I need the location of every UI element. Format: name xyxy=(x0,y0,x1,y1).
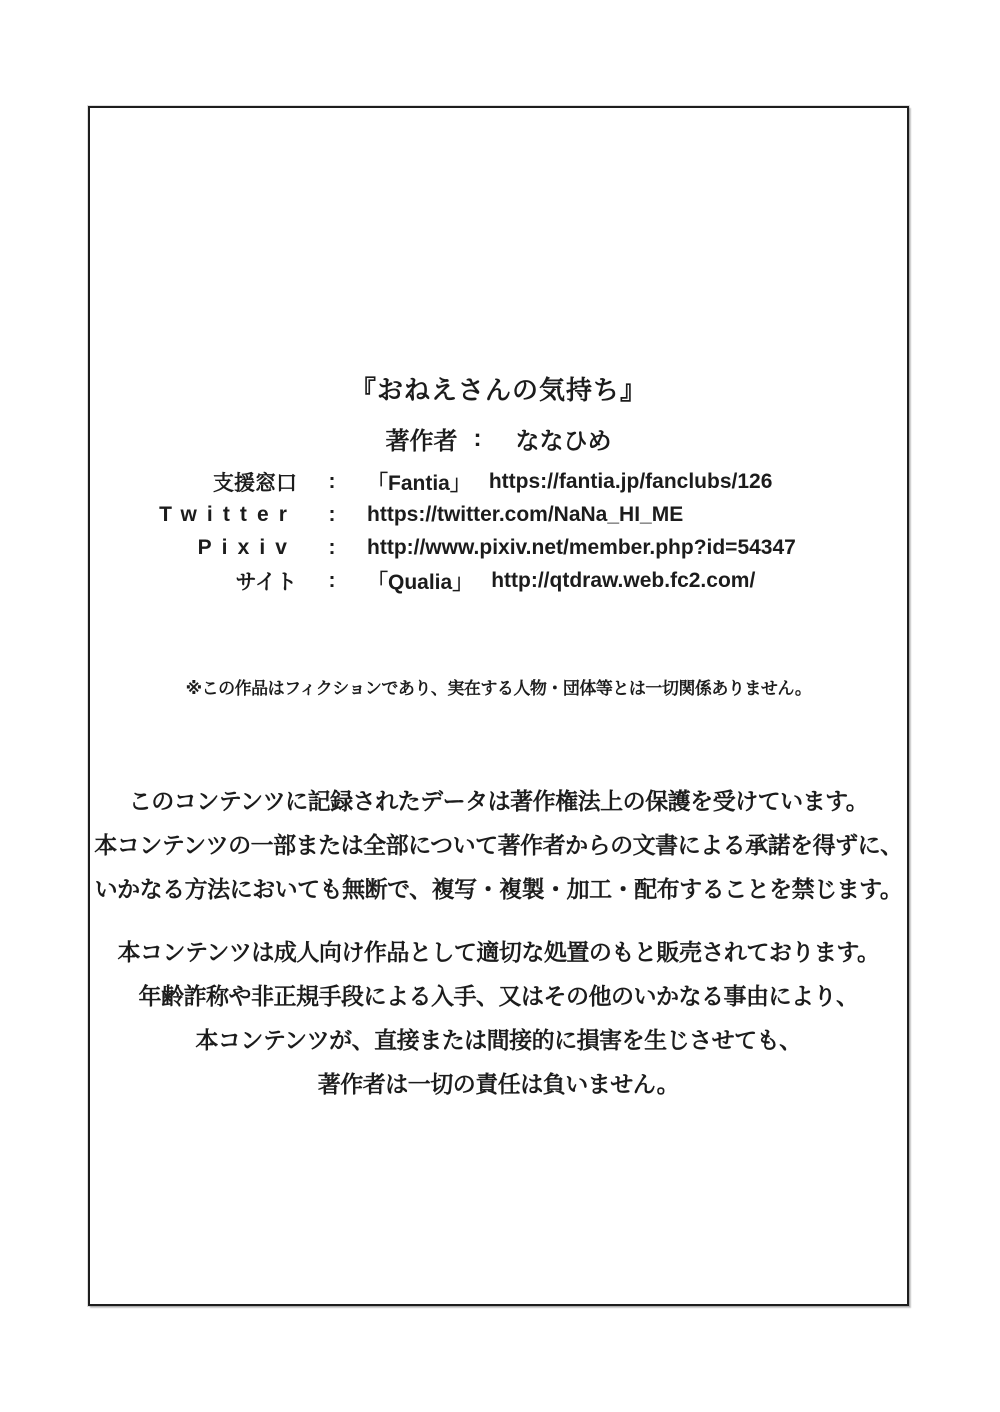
contact-label-support: 支援窓口 xyxy=(213,471,297,495)
liability-line: 本コンテンツが、直接または間接的に損害を生じさせても、 xyxy=(195,1027,802,1053)
contact-url-website: http://qtdraw.web.fc2.com/ xyxy=(491,568,756,592)
contact-colon: : xyxy=(328,568,336,592)
page-border-frame xyxy=(88,106,909,1306)
author-row xyxy=(90,421,907,456)
contact-row-website xyxy=(90,564,907,597)
contact-colon: : xyxy=(328,469,336,493)
contact-value xyxy=(367,503,683,527)
copyright-line: このコンテンツに記録されたデータは著作権法上の保護を受けています。 xyxy=(128,788,869,814)
contact-colon: : xyxy=(328,502,336,526)
contact-row-fantia xyxy=(90,465,907,498)
copyright-notice xyxy=(90,779,907,911)
contact-site-name: 「Fantia」 xyxy=(367,471,471,495)
contact-row-pixiv xyxy=(90,531,907,564)
fiction-disclaimer: ※この作品はフィクションであり、実在する人物・団体等とは一切関係ありません。 xyxy=(185,679,812,698)
contact-url-pixiv: http://www.pixiv.net/member.php?id=54347 xyxy=(367,535,796,559)
work-title: 『おねえさんの気持ち』 xyxy=(349,375,647,405)
contact-list xyxy=(90,465,907,597)
liability-line: 著作者は一切の責任は負いません。 xyxy=(317,1071,680,1097)
author-label: 著作者 xyxy=(385,428,458,455)
contact-label-website: サイト xyxy=(235,570,297,594)
author-name: ななひめ xyxy=(515,428,612,455)
copyright-line: いかなる方法においても無断で、複写・複製・加工・配布することを禁じます。 xyxy=(94,876,903,902)
author-colon: : xyxy=(473,424,482,452)
contact-label-twitter: Twitter xyxy=(159,502,297,526)
contact-row-twitter xyxy=(90,498,907,531)
contact-label-pixiv: Pixiv xyxy=(197,535,297,559)
contact-value xyxy=(367,467,772,497)
contact-value xyxy=(367,536,796,560)
copyright-line: 本コンテンツの一部または全部について著作者からの文書による承諾を得ずに、 xyxy=(94,832,903,858)
contact-value xyxy=(367,566,755,596)
liability-notice xyxy=(90,930,907,1106)
contact-url-fantia: https://fantia.jp/fanclubs/126 xyxy=(488,469,773,493)
liability-line: 本コンテンツは成人向け作品として適切な処置のもと販売されております。 xyxy=(117,939,880,965)
contact-site-name: 「Qualia」 xyxy=(367,570,474,594)
contact-colon: : xyxy=(328,535,336,559)
contact-url-twitter: https://twitter.com/NaNa_HI_ME xyxy=(367,502,684,526)
liability-line: 年齢詐称や非正規手段による入手、又はその他のいかなる事由により、 xyxy=(138,983,859,1009)
